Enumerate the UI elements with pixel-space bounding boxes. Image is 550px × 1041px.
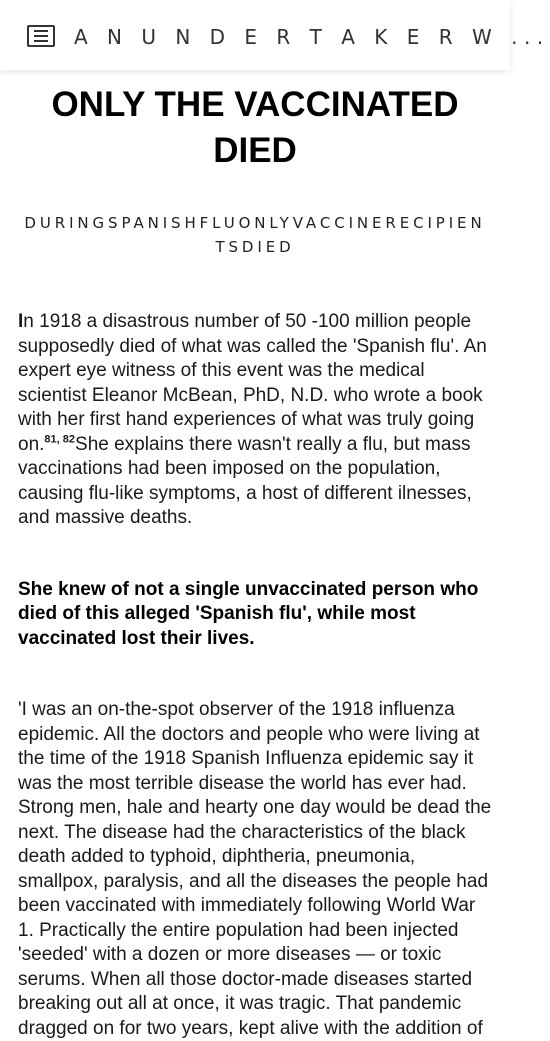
quote-paragraph: 'I was an on-the-spot observer of the 1918 influenza epidemic. All the doctors and people who were living at the time of the 1918 Spanish Influenza epidemic say it was the most terrible disease the world has ever had. Strong men, hale and hearty one day would be dead the next. The disease had the characteristics of the black death added to typhoid, diphtheria, pneumonia, smallpox, paralysis, and all the diseases the people had been vaccinated with immediately following World War 1. Practically the entire population had been injected 'seeded' with a dozen or more diseases — or toxic serums. When all those doctor-made diseases started breaking out all at once, it was tragic. That pandemic dragged on for two years, kept alive with the addition of [18,699,492,1039]
citation-link[interactable]: 81, 82 [44,433,76,446]
page-title: ONLY THE VACCINATED DIED [51,85,459,170]
site-title[interactable]: A N U N D E R T A K E R W ... [74,25,550,49]
intro-text-continued: She explains there wasn't really a flu, but mass vaccinations had been imposed on the population, causing flu-like symptoms, a host of different ilnesses, and massive deaths. [18,433,472,528]
highlight-paragraph: She knew of not a single unvaccinated person who died of this alleged 'Spanish flu', while most vaccinated lost their lives. [18,578,479,649]
article-subtitle: DURINGSPANISHFLUONLYVACCINERECIPIENTSDIED [24,214,486,256]
menu-icon[interactable] [27,25,55,47]
intro-paragraph [18,310,492,531]
drop-cap: I [18,311,24,332]
article-content [0,70,510,1039]
intro-text: n 1918 a disastrous number of 50 -100 million people supposedly died of what was called the 'Spanish flu'. An expert eye witness of this event was the medical scientist Eleanor McBean, PhD, N.D. who wrote a book with her first hand experiences of what was truly going on. [18,311,487,455]
top-app-bar [0,0,550,70]
